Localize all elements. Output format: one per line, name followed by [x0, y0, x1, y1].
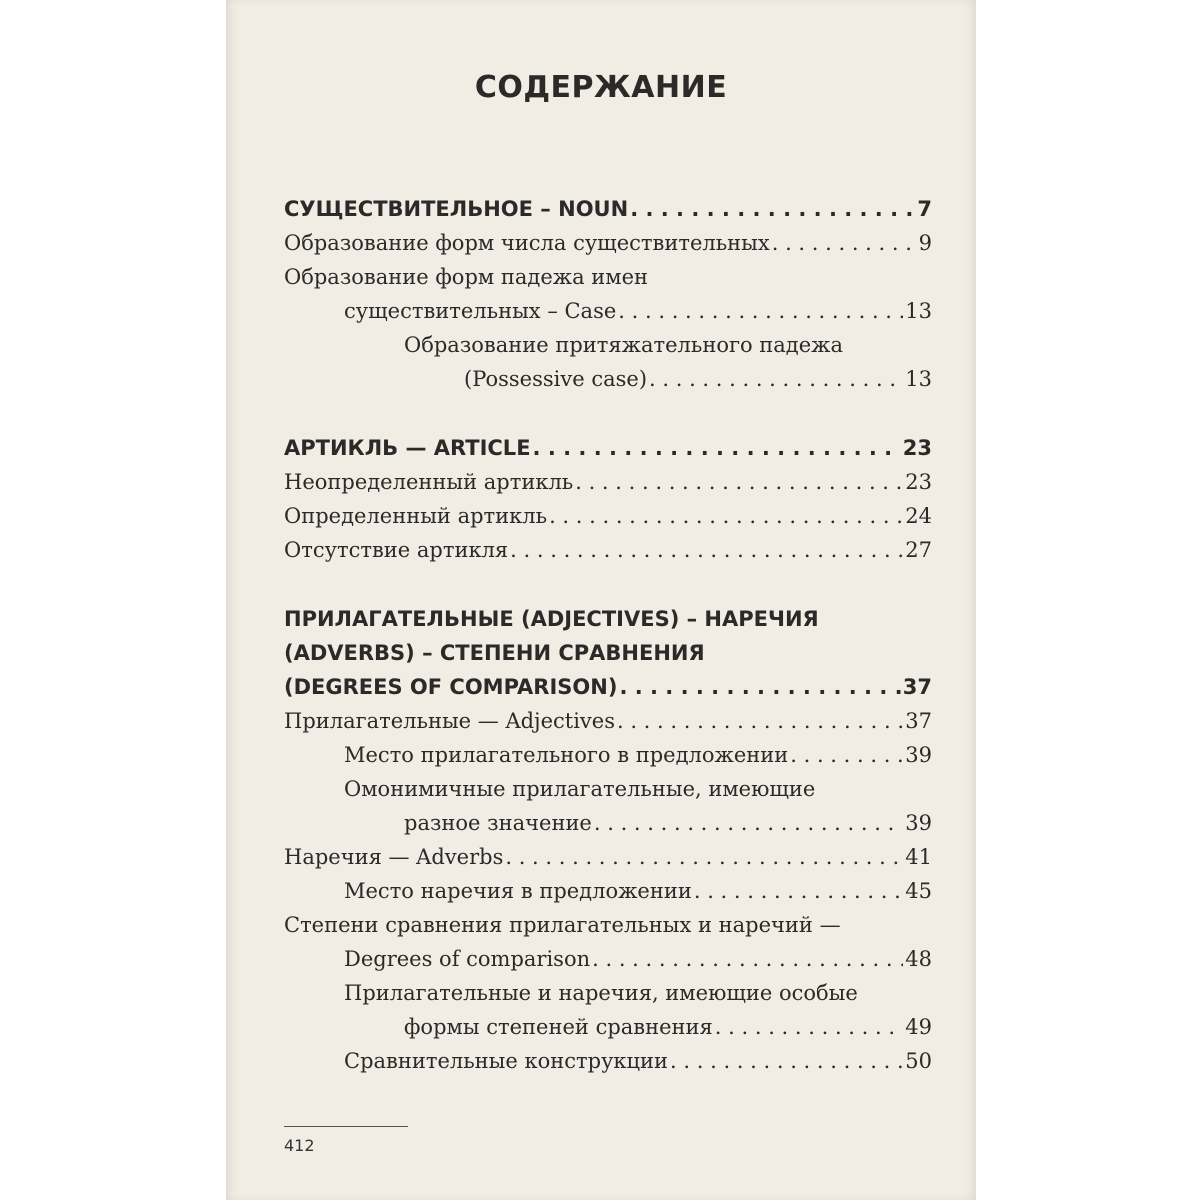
toc-page-number: 37 — [905, 709, 932, 733]
toc-page-number: 48 — [905, 947, 932, 971]
toc-entry-line: Образование притяжательного падежа — [404, 333, 843, 357]
dot-leader — [505, 840, 903, 874]
toc-entry-text: СУЩЕСТВИТЕЛЬНОЕ – NOUN — [284, 197, 629, 221]
toc-page-number: 50 — [905, 1049, 932, 1073]
dot-leader — [630, 192, 915, 226]
toc-entry — [284, 840, 932, 874]
toc-page-number: 39 — [905, 811, 932, 835]
dot-leader — [592, 942, 903, 976]
toc-heading — [284, 431, 932, 465]
toc-page-number: 41 — [905, 845, 932, 869]
toc-entry-text: Наречия — Adverbs — [284, 845, 504, 869]
footer-rule — [284, 1126, 408, 1127]
toc-entry-line: Образование форм падежа имен — [284, 265, 649, 289]
dot-leader — [510, 533, 903, 567]
dot-leader — [618, 294, 903, 328]
toc-entry — [284, 226, 932, 260]
toc-entry-text: АРТИКЛЬ — ARTICLE — [284, 436, 531, 460]
toc-page-number: 23 — [905, 470, 932, 494]
toc-entry-text: разное значение — [404, 811, 592, 835]
toc-page-number: 49 — [905, 1015, 932, 1039]
toc-entry-line: ПРИЛАГАТЕЛЬНЫЕ (ADJECTIVES) – НАРЕЧИЯ — [284, 607, 819, 631]
toc-entry-last-line — [284, 840, 932, 874]
table-of-contents — [284, 192, 932, 1113]
toc-entry — [284, 465, 932, 499]
toc-entry-text: Прилагательные — Adjectives — [284, 709, 615, 733]
toc-entry-last-line — [344, 738, 932, 772]
toc-entry-text: Место прилагательного в предложении — [344, 743, 789, 767]
toc-page-number: 39 — [905, 743, 932, 767]
dot-leader — [619, 670, 900, 704]
toc-entry-last-line — [284, 192, 932, 226]
toc-page-number: 37 — [902, 675, 932, 699]
dot-leader — [670, 1044, 903, 1078]
toc-page-number: 7 — [917, 197, 932, 221]
toc-page-number: 24 — [905, 504, 932, 528]
toc-entry-text: (Possessive case) — [464, 367, 648, 391]
toc-entry-last-line — [344, 874, 932, 908]
dot-leader — [594, 806, 903, 840]
toc-entry-text: Отсутствие артикля — [284, 538, 509, 562]
toc-heading — [284, 602, 932, 704]
toc-entry-line: Прилагательные и наречия, имеющие особые — [344, 981, 858, 1005]
toc-entry-line: (ADVERBS) – СТЕПЕНИ СРАВНЕНИЯ — [284, 641, 705, 665]
toc-heading — [284, 192, 932, 226]
toc-entry-text: существительных – Case — [344, 299, 617, 323]
toc-entry-text: формы степеней сравнения — [404, 1015, 713, 1039]
dot-leader — [790, 738, 903, 772]
toc-entry-text: Degrees of comparison — [344, 947, 591, 971]
dot-leader — [533, 431, 901, 465]
toc-entry-text: Образование форм числа существительных — [284, 231, 770, 255]
toc-entry — [284, 1044, 932, 1078]
toc-entry-last-line — [404, 362, 932, 396]
toc-page-number: 9 — [918, 231, 932, 255]
toc-entry — [284, 772, 932, 840]
toc-entry-text: Неопределенный артикль — [284, 470, 574, 494]
toc-section — [284, 431, 932, 567]
dot-leader — [575, 465, 903, 499]
toc-page-number: 27 — [905, 538, 932, 562]
dot-leader — [772, 226, 917, 260]
book-page — [226, 0, 976, 1200]
toc-entry-last-line — [284, 942, 932, 976]
toc-entry-last-line — [284, 294, 932, 328]
toc-entry-line: Степени сравнения прилагательных и наречий — — [284, 913, 841, 937]
toc-entry — [284, 908, 932, 976]
toc-entry — [284, 874, 932, 908]
toc-entry-text: (DEGREES OF COMPARISON) — [284, 675, 618, 699]
toc-section — [284, 602, 932, 1078]
toc-entry-last-line — [284, 704, 932, 738]
toc-entry-last-line — [284, 226, 932, 260]
page-title: СОДЕРЖАНИЕ — [474, 70, 728, 105]
toc-section — [284, 192, 932, 396]
toc-entry — [284, 738, 932, 772]
toc-entry — [284, 260, 932, 328]
toc-entry-last-line — [284, 499, 932, 533]
toc-page-number: 45 — [905, 879, 932, 903]
toc-entry-text: Место наречия в предложении — [344, 879, 692, 903]
dot-leader — [617, 704, 903, 738]
toc-entry — [284, 499, 932, 533]
toc-entry-text: Сравнительные конструкции — [344, 1049, 669, 1073]
dot-leader — [715, 1010, 903, 1044]
toc-entry-last-line — [344, 1010, 932, 1044]
dot-leader — [694, 874, 903, 908]
toc-entry-last-line — [284, 533, 932, 567]
dot-leader — [649, 362, 903, 396]
toc-entry-last-line — [344, 806, 932, 840]
toc-entry-last-line — [344, 1044, 932, 1078]
toc-entry-text: Определенный артикль — [284, 504, 548, 528]
toc-entry — [284, 533, 932, 567]
toc-entry-line: Омонимичные прилагательные, имеющие — [344, 777, 816, 801]
dot-leader — [549, 499, 903, 533]
toc-entry-last-line — [284, 670, 932, 704]
toc-entry-last-line — [284, 465, 932, 499]
toc-page-number: 13 — [905, 299, 932, 323]
toc-page-number: 23 — [902, 436, 932, 460]
toc-entry-last-line — [284, 431, 932, 465]
toc-page-number: 13 — [905, 367, 932, 391]
toc-entry — [284, 704, 932, 738]
toc-entry — [284, 328, 932, 396]
page-number: 412 — [284, 1136, 315, 1155]
toc-entry — [284, 976, 932, 1044]
